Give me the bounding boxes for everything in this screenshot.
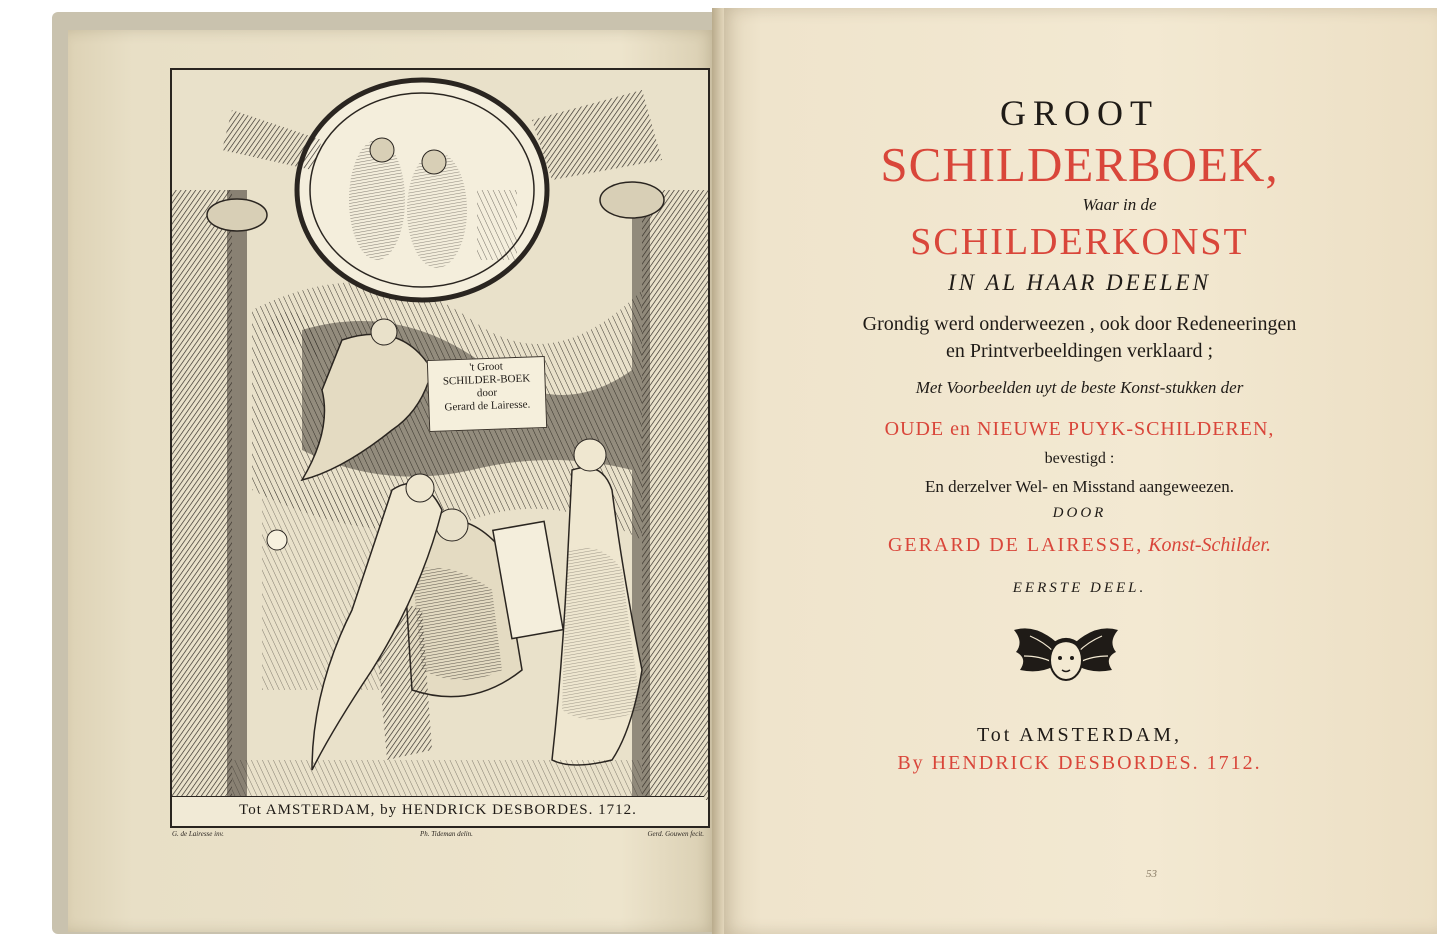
title-printverbeeldingen: en Printverbeeldingen verklaard ;	[945, 340, 1214, 362]
credit-delineator: Ph. Tideman delin.	[420, 830, 473, 838]
title-en-derzelver: En derzelver Wel- en Misstand aangeweezen.	[925, 477, 1234, 496]
title-waar-in-de: Waar in de	[1082, 195, 1157, 214]
title-bevestigd: bevestigd :	[1044, 450, 1115, 467]
title-volume: EERSTE DEEL.	[1012, 580, 1147, 596]
author-name: GERARD DE LAIRESSE,	[887, 534, 1144, 556]
title-door: DOOR	[1052, 505, 1107, 521]
cherub-ornament-icon	[1010, 612, 1122, 692]
author-title: Konst-Schilder.	[1148, 534, 1271, 556]
title-city: Tot AMSTERDAM,	[976, 724, 1183, 746]
frontispiece-banner	[427, 356, 547, 432]
banner-line: SCHILDER-BOEK	[442, 372, 531, 388]
title-grondig: Grondig werd onderweezen , ook door Redeneeringen	[862, 313, 1297, 335]
title-schilderboek: SCHILDERBOEK,	[880, 137, 1279, 192]
title-author-line	[720, 534, 1437, 557]
banner-line: door	[476, 386, 498, 400]
title-groot: GROOT	[1000, 93, 1159, 133]
credit-engraver: Gerd. Gouwen fecit.	[647, 830, 704, 838]
banner-line: 't Groot	[469, 360, 503, 374]
right-pillar	[642, 190, 708, 800]
left-pillar	[172, 190, 232, 800]
page-mark: 53	[1146, 868, 1157, 880]
engraving-illustration	[172, 70, 708, 800]
title-met-voorbeelden: Met Voorbeelden uyt de beste Konst-stukken der	[915, 378, 1244, 397]
frontispiece-engraving	[170, 68, 710, 828]
banner-line: Gerard de Lairesse.	[444, 398, 531, 414]
title-publisher: By HENDRICK DESBORDES. 1712.	[897, 752, 1262, 774]
title-oude-nieuwe: OUDE en NIEUWE PUYK-SCHILDEREN,	[884, 418, 1275, 440]
frontispiece-imprint: Tot AMSTERDAM, by HENDRICK DESBORDES. 1712.	[172, 796, 704, 823]
title-in-al-haar-deelen: IN AL HAAR DEELEN	[948, 270, 1211, 295]
floor	[232, 760, 642, 800]
credit-inventor: G. de Lairesse inv.	[172, 830, 224, 838]
title-schilderkonst: SCHILDERKONST	[910, 221, 1249, 263]
palette	[600, 182, 664, 218]
